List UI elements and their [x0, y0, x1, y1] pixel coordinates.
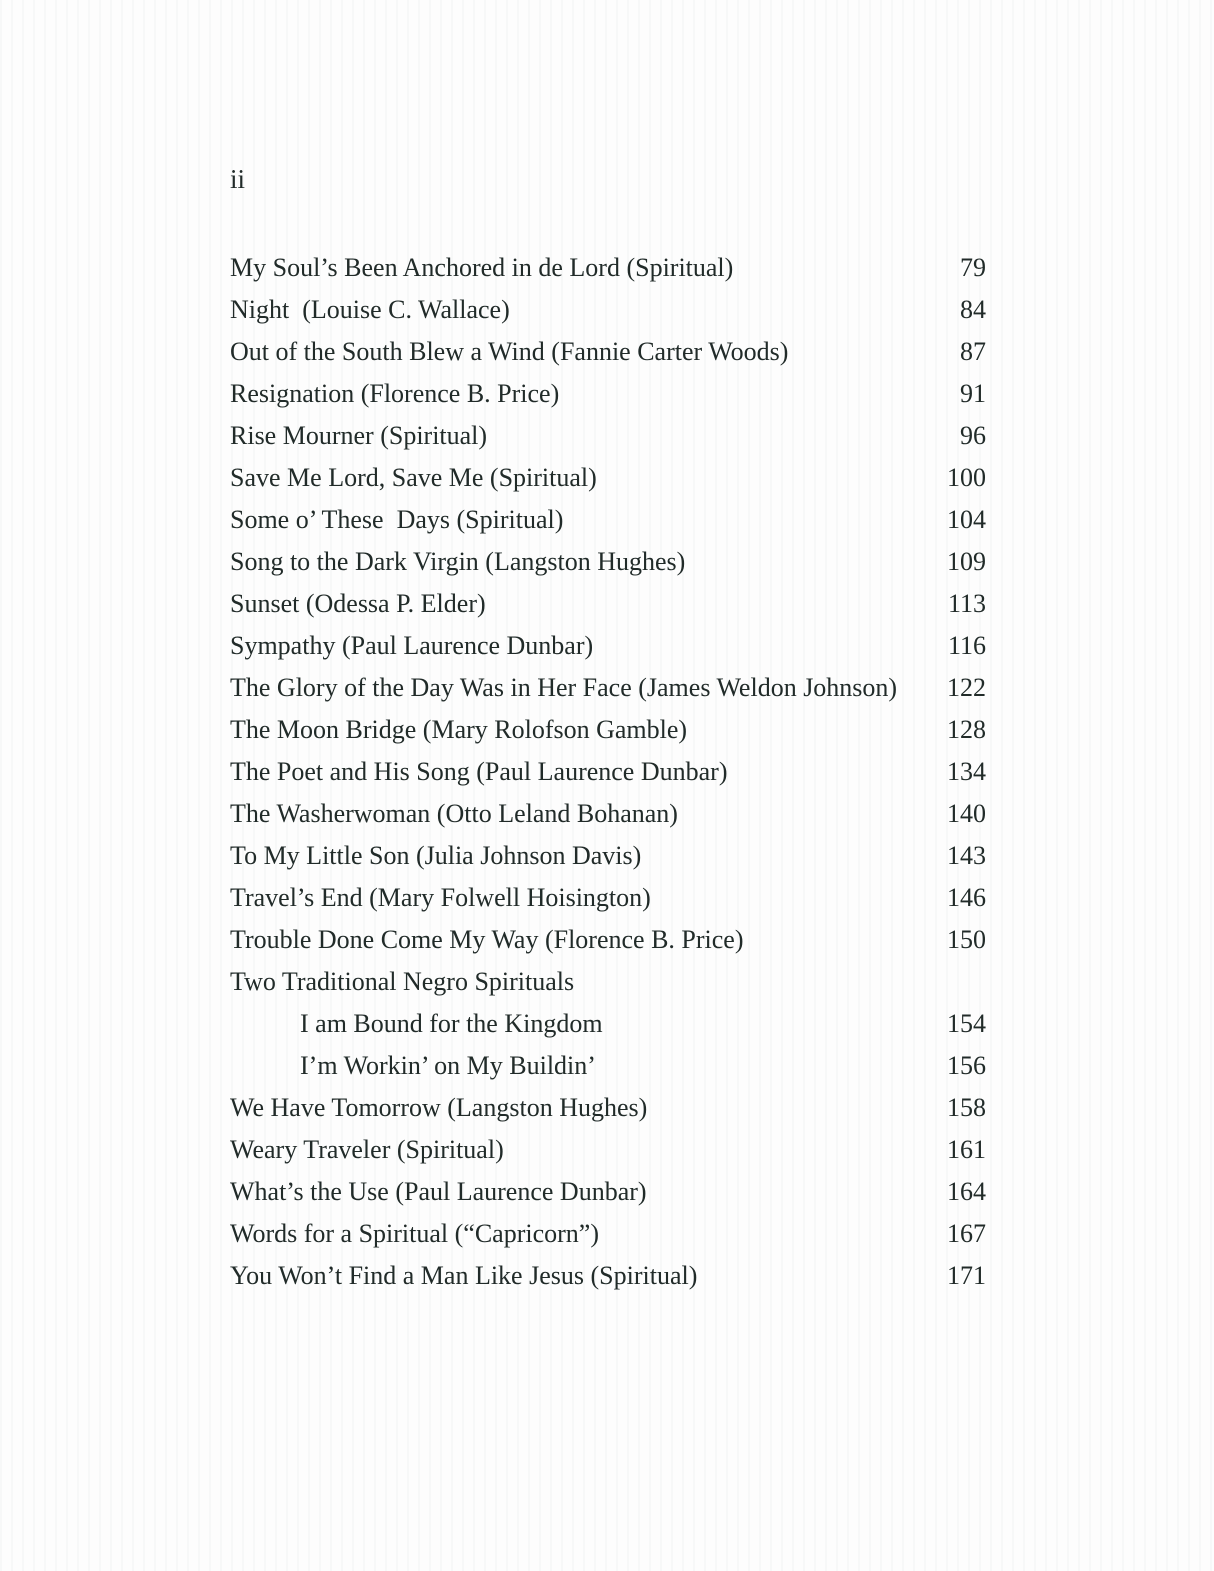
- toc-entry-page: 100: [947, 463, 986, 492]
- toc-entry-title: My Soul’s Been Anchored in de Lord (Spiritual): [230, 253, 734, 282]
- toc-entry-page: 104: [947, 505, 986, 534]
- toc-entry-page: 128: [947, 715, 986, 744]
- toc-row: [230, 1129, 986, 1171]
- toc-entry-page: 156: [947, 1051, 986, 1080]
- toc-row: [230, 499, 986, 541]
- toc-row: [230, 1087, 986, 1129]
- toc-entry-title: The Washerwoman (Otto Leland Bohanan): [230, 799, 678, 828]
- toc-row: [230, 709, 986, 751]
- toc-row: [230, 751, 986, 793]
- toc-list: [230, 247, 986, 1297]
- toc-entry-page: 146: [947, 883, 986, 912]
- toc-row: [230, 793, 986, 835]
- toc-row: [230, 247, 986, 289]
- toc-entry-title: The Glory of the Day Was in Her Face (James Weldon Johnson): [230, 673, 898, 702]
- toc-entry-page: 91: [960, 379, 986, 408]
- toc-entry-page: 109: [947, 547, 986, 576]
- toc-entry-title: Night (Louise C. Wallace): [230, 295, 510, 324]
- toc-entry-page: 87: [960, 337, 986, 366]
- toc-entry-title: Travel’s End (Mary Folwell Hoisington): [230, 883, 651, 912]
- toc-entry-page: 84: [960, 295, 986, 324]
- toc-entry-page: 140: [947, 799, 986, 828]
- toc-entry-page: 171: [947, 1261, 986, 1290]
- toc-entry-title: I am Bound for the Kingdom: [300, 1009, 603, 1038]
- toc-entry-title: What’s the Use (Paul Laurence Dunbar): [230, 1177, 647, 1206]
- toc-entry-page: 116: [947, 631, 986, 660]
- toc-row: [230, 583, 986, 625]
- toc-row: [230, 415, 986, 457]
- toc-entry-title: Rise Mourner (Spiritual): [230, 421, 488, 450]
- toc-entry-page: 161: [947, 1135, 986, 1164]
- toc-row: [230, 961, 986, 1003]
- toc-row: [230, 1255, 986, 1297]
- toc-entry-title: Words for a Spiritual (“Capricorn”): [230, 1219, 600, 1248]
- toc-entry-title: The Moon Bridge (Mary Rolofson Gamble): [230, 715, 688, 744]
- toc-entry-page: 158: [947, 1093, 986, 1122]
- toc-row: [230, 835, 986, 877]
- toc-row: [230, 373, 986, 415]
- toc-entry-title: Song to the Dark Virgin (Langston Hughes): [230, 547, 686, 576]
- toc-entry-page: 164: [947, 1177, 986, 1206]
- toc-row: [230, 1003, 986, 1045]
- toc-entry-page: 113: [947, 589, 986, 618]
- toc-entry-title: Out of the South Blew a Wind (Fannie Carter Woods): [230, 337, 789, 366]
- toc-entry-page: 150: [947, 925, 986, 954]
- toc-entry-title: Save Me Lord, Save Me (Spiritual): [230, 463, 597, 492]
- toc-row: [230, 877, 986, 919]
- toc-row: [230, 331, 986, 373]
- toc-entry-title: Weary Traveler (Spiritual): [230, 1135, 504, 1164]
- toc-row: [230, 457, 986, 499]
- toc-row: [230, 1045, 986, 1087]
- toc-entry-title: You Won’t Find a Man Like Jesus (Spiritual): [230, 1261, 698, 1290]
- toc-row: [230, 667, 986, 709]
- toc-entry-title: We Have Tomorrow (Langston Hughes): [230, 1093, 648, 1122]
- toc-row: [230, 625, 986, 667]
- toc-row: [230, 919, 986, 961]
- toc-row: [230, 1213, 986, 1255]
- toc-entry-title: The Poet and His Song (Paul Laurence Dunbar): [230, 757, 728, 786]
- toc-entry-page: 134: [947, 757, 986, 786]
- toc-row: [230, 289, 986, 331]
- toc-entry-page: 79: [960, 253, 986, 282]
- toc-entry-title: Sunset (Odessa P. Elder): [230, 589, 486, 618]
- toc-entry-title: I’m Workin’ on My Buildin’: [300, 1051, 596, 1080]
- toc-entry-title: Trouble Done Come My Way (Florence B. Price): [230, 925, 744, 954]
- toc-entry-page: 167: [947, 1219, 986, 1248]
- toc-entry-page: 154: [947, 1009, 986, 1038]
- toc-entry-page: 143: [947, 841, 986, 870]
- toc-row: [230, 1171, 986, 1213]
- toc-entry-title: To My Little Son (Julia Johnson Davis): [230, 841, 642, 870]
- toc-entry-title: Two Traditional Negro Spirituals: [230, 967, 575, 996]
- toc-entry-title: Sympathy (Paul Laurence Dunbar): [230, 631, 594, 660]
- toc-row: [230, 541, 986, 583]
- toc-entry-page: 96: [960, 421, 986, 450]
- toc-entry-title: Resignation (Florence B. Price): [230, 379, 560, 408]
- toc-entry-page: 122: [947, 673, 986, 702]
- toc-entry-title: Some o’ These Days (Spiritual): [230, 505, 564, 534]
- page-number-label: ii: [230, 164, 246, 194]
